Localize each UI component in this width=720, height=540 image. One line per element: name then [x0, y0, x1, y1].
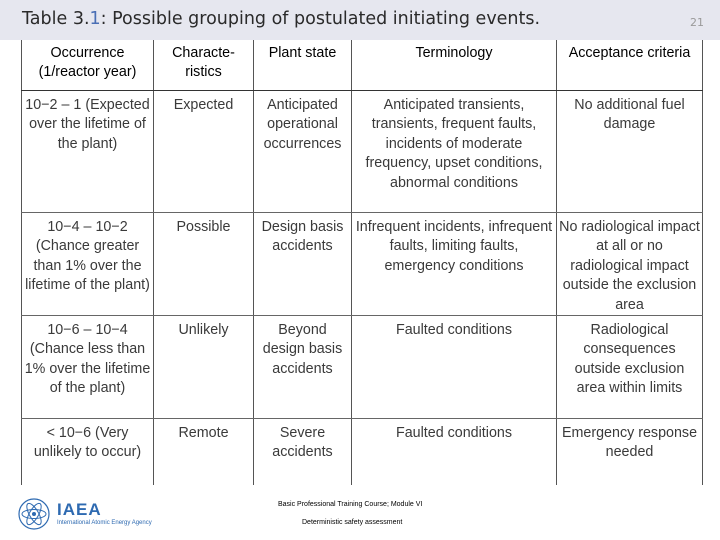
cell-occurrence: < 10−6 (Very unlikely to occur): [22, 419, 154, 485]
cell-terminology: Faulted conditions: [352, 316, 557, 419]
cell-acceptance-criteria: No radiological impact at all or no radiological impact outside the exclusion area: [557, 213, 703, 316]
course-title: Basic Professional Training Course; Module VI: [278, 501, 423, 508]
page-number: 21: [690, 16, 704, 29]
cell-characteristics: Expected: [154, 91, 254, 213]
cell-terminology: Faulted conditions: [352, 419, 557, 485]
title-rest: : Possible grouping of postulated initiating events.: [100, 9, 541, 29]
header-characteristics: Characte-ristics: [154, 40, 254, 91]
cell-occurrence: 10−2 – 1 (Expected over the lifetime of the plant): [22, 91, 154, 213]
header-occurrence: Occurrence (1/reactor year): [22, 40, 154, 91]
logo-subtitle: International Atomic Energy Agency: [57, 520, 152, 526]
cell-acceptance-criteria: Emergency response needed: [557, 419, 703, 485]
title-prefix: Table 3.: [22, 9, 90, 29]
cell-plant-state: Severe accidents: [254, 419, 352, 485]
cell-characteristics: Possible: [154, 213, 254, 316]
table-row: [22, 316, 703, 419]
cell-plant-state: Beyond design basis accidents: [254, 316, 352, 419]
header-row: [22, 40, 703, 91]
table-row: [22, 213, 703, 316]
header-terminology: Terminology: [352, 40, 557, 91]
title-number: 1: [89, 9, 101, 29]
slide-title: [22, 9, 540, 29]
header-plant-state: Plant state: [254, 40, 352, 91]
cell-characteristics: Remote: [154, 419, 254, 485]
cell-occurrence: 10−4 – 10−2 (Chance greater than 1% over the lifetime of the plant): [22, 213, 154, 316]
initiating-events-table: [21, 40, 703, 485]
cell-terminology: Infrequent incidents, infrequent faults, limiting faults, emergency conditions: [352, 213, 557, 316]
cell-characteristics: Unlikely: [154, 316, 254, 419]
module-title: Deterministic safety assessment: [302, 519, 403, 526]
header-acceptance-criteria: Acceptance criteria: [557, 40, 703, 91]
cell-acceptance-criteria: Radiological consequences outside exclusion area within limits: [557, 316, 703, 419]
cell-terminology: Anticipated transients, transients, frequent faults, incidents of moderate frequency, upset conditions, abnormal conditions: [352, 91, 557, 213]
cell-plant-state: Design basis accidents: [254, 213, 352, 316]
logo-text: IAEA: [57, 500, 102, 519]
cell-acceptance-criteria: No additional fuel damage: [557, 91, 703, 213]
table-row: [22, 91, 703, 213]
cell-plant-state: Anticipated operational occurrences: [254, 91, 352, 213]
table-row: [22, 419, 703, 485]
iaea-logo: [17, 497, 167, 531]
cell-occurrence: 10−6 – 10−4 (Chance less than 1% over the lifetime of the plant): [22, 316, 154, 419]
